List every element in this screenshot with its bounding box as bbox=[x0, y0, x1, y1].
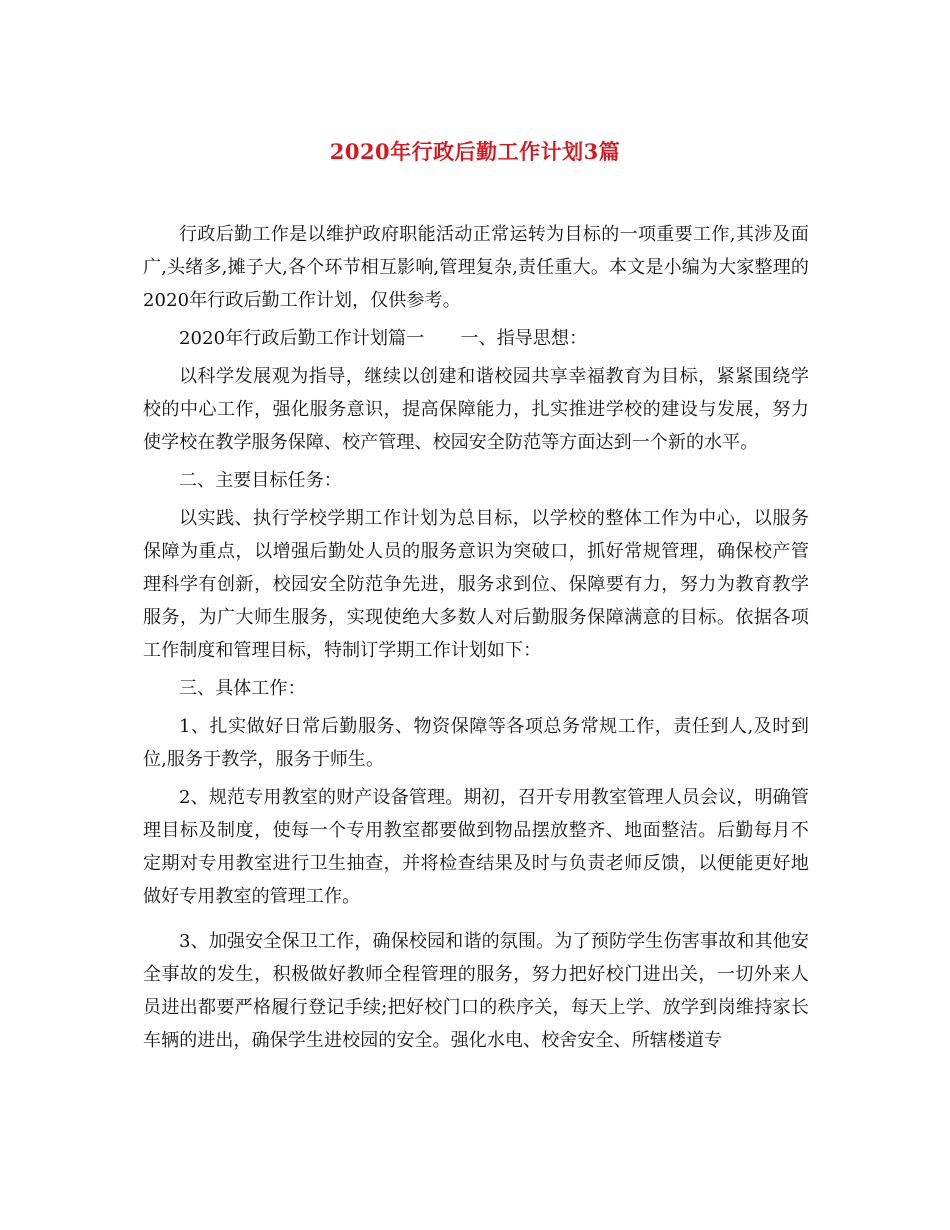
document-title: 2020年行政后勤工作计划3篇 bbox=[329, 139, 621, 164]
section-heading-plan-one: 2020年行政后勤工作计划篇一 一、指导思想： bbox=[179, 328, 588, 349]
work-item-3: 3、加强安全保卫工作，确保校园和谐的氛围。为了预防学生伤害事故和其他安全事故的发生，积极做好教师全程管理的服务，努力把好校门进出关，一切外来人员进出都要严格履行登记手续;把好校门口的秩序关，每天上学、放学到岗维持家长车辆的进出，确保学生进校园的安全。强化水电、校舍安全、所辖楼道专 bbox=[143, 931, 809, 1051]
intro-paragraph: 行政后勤工作是以维护政府职能活动正常运转为目标的一项重要工作,其涉及面广,头绪多,摊子大,各个环节相互影响,管理复杂,责任重大。本文是小编为大家整理的2020年行政后勤工作计划，仅供参考。 bbox=[143, 224, 809, 311]
document-body bbox=[143, 218, 809, 1057]
section-heading-main-goals: 二、主要目标任务： bbox=[179, 470, 342, 491]
section-heading-specific-work: 三、具体工作： bbox=[179, 678, 306, 699]
guiding-thought-paragraph: 以科学发展观为指导，继续以创建和谐校园共享幸福教育为目标，紧紧围绕学校的中心工作，强化服务意识，提高保障能力，扎实推进学校的建设与发展，努力使学校在教学服务保障、校产管理、校园安全防范等方面达到一个新的水平。 bbox=[143, 366, 809, 453]
work-item-1: 1、扎实做好日常后勤服务、物资保障等各项总务常规工作，责任到人,及时到位,服务于教学，服务于师生。 bbox=[143, 716, 809, 770]
main-goals-paragraph: 以实践、执行学校学期工作计划为总目标，以学校的整体工作为中心，以服务保障为重点，以增强后勤处人员的服务意识为突破口，抓好常规管理，确保校产管理科学有创新，校园安全防范争先进，服务求到位、保障要有力，努力为教育教学服务，为广大师生服务，实现使绝大多数人对后勤服务保障满意的目标。依据各项工作制度和管理目标，特制订学期工作计划如下： bbox=[143, 508, 809, 661]
work-item-2: 2、规范专用教室的财产设备管理。期初，召开专用教室管理人员会议，明确管理目标及制度，使每一个专用教室都要做到物品摆放整齐、地面整洁。后勤每月不定期对专用教室进行卫生抽查，并将检查结果及时与负责老师反馈，以便能更好地做好专用教室的管理工作。 bbox=[143, 787, 809, 907]
